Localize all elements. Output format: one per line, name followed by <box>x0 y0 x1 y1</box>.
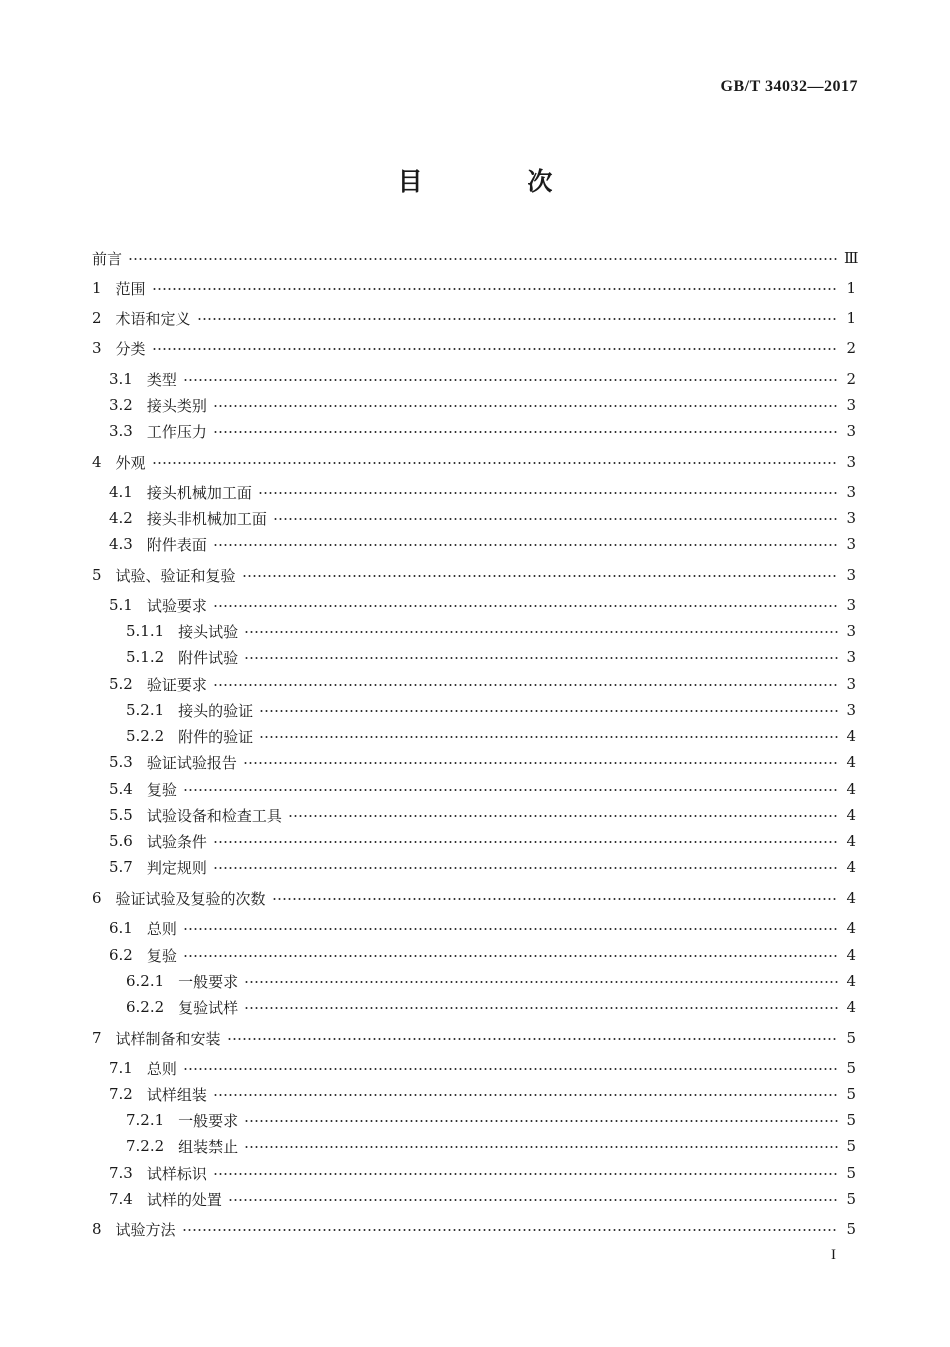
toc-entry-number: 4.3 <box>109 535 133 553</box>
toc-entry-number: 5.1.2 <box>126 648 165 666</box>
toc-entry-number: 5.2.1 <box>126 701 165 719</box>
dot-leader <box>288 815 838 817</box>
page-number: I <box>831 1247 836 1263</box>
toc-entry-label: 分类 <box>115 339 146 358</box>
dot-leader <box>183 928 838 930</box>
toc-entry[interactable] <box>92 1216 856 1242</box>
toc-entry-page: 3 <box>846 422 856 440</box>
toc-entry-label: 试验设备和检查工具 <box>146 806 282 825</box>
toc-entry-number: 5.2 <box>109 675 133 693</box>
toc-entry-page: 1 <box>846 279 856 297</box>
toc-entry[interactable] <box>92 505 856 531</box>
toc-entry[interactable] <box>92 854 856 880</box>
toc-entry-number: 6.1 <box>109 919 133 937</box>
dot-leader <box>272 898 838 900</box>
toc-entry-label: 接头试验 <box>178 622 239 641</box>
toc-entry-page: 3 <box>846 483 856 501</box>
dot-leader <box>152 288 838 290</box>
toc-entry-number: 7.1 <box>109 1059 133 1077</box>
toc-entry-label: 前言 <box>92 249 123 268</box>
toc-entry[interactable] <box>92 942 856 968</box>
toc-entry-number: 3.3 <box>109 422 133 440</box>
toc-entry-number: 1 <box>92 279 102 297</box>
dot-leader <box>228 1199 838 1201</box>
toc-entry-label: 附件试验 <box>178 648 239 667</box>
dot-leader <box>183 789 838 791</box>
dot-leader <box>213 867 838 869</box>
toc-entry-number: 5.1 <box>109 596 133 614</box>
toc-entry[interactable] <box>92 562 856 588</box>
toc-entry-label: 验证试验及复验的次数 <box>115 889 266 908</box>
toc-entry-number: 6.2 <box>109 946 133 964</box>
toc-entry-label: 复验 <box>146 946 177 965</box>
toc-entry[interactable] <box>92 644 856 670</box>
toc-entry[interactable] <box>92 1081 856 1107</box>
dot-leader <box>273 518 838 520</box>
dot-leader <box>213 1094 838 1096</box>
toc-entry-page: 4 <box>846 727 856 745</box>
toc-entry-number: 5.4 <box>109 780 133 798</box>
toc-entry-number: 7.4 <box>109 1190 133 1208</box>
toc-entry-number: 6.2.2 <box>126 998 165 1016</box>
dot-leader <box>259 710 838 712</box>
toc-entry[interactable] <box>92 392 856 418</box>
dot-leader <box>244 1007 838 1009</box>
toc-entry-number: 7 <box>92 1029 102 1047</box>
toc-entry-label: 组装禁止 <box>178 1137 239 1156</box>
toc-entry-page: 5 <box>846 1059 856 1077</box>
toc-entry-label: 接头类别 <box>146 396 207 415</box>
toc-entry-label: 接头机械加工面 <box>146 483 252 502</box>
toc-entry[interactable] <box>92 671 856 697</box>
toc-entry-label: 工作压力 <box>146 422 207 441</box>
toc-entry-label: 接头非机械加工面 <box>146 509 267 528</box>
toc-entry-number: 7.2.1 <box>126 1111 165 1129</box>
page-title: 目 次 <box>397 167 601 196</box>
toc-entry[interactable] <box>92 618 856 644</box>
toc-entry-page: 3 <box>846 453 856 471</box>
toc-entry[interactable] <box>92 776 856 802</box>
toc-entry-number: 3 <box>92 339 102 357</box>
dot-leader <box>183 1068 838 1070</box>
toc-entry-page: 4 <box>846 919 856 937</box>
toc-entry-label: 外观 <box>115 453 146 472</box>
toc-entry-label: 一般要求 <box>178 972 239 991</box>
toc-entry-label: 验证试验报告 <box>146 753 237 772</box>
toc-entry[interactable] <box>92 1133 856 1159</box>
toc-entry-label: 一般要求 <box>178 1111 239 1130</box>
toc-entry-page: 5 <box>846 1111 856 1129</box>
toc-entry-page: 4 <box>846 972 856 990</box>
dot-leader <box>213 841 838 843</box>
dot-leader <box>128 258 838 260</box>
toc-entry-page: 3 <box>846 648 856 666</box>
toc-entry[interactable] <box>92 1186 856 1212</box>
dot-leader <box>213 1173 838 1175</box>
toc-entry-page: 1 <box>846 309 856 327</box>
dot-leader <box>259 736 838 738</box>
toc-entry-number: 5.2.2 <box>126 727 165 745</box>
toc-entry-label: 复验 <box>146 780 177 799</box>
toc-entry-page: 3 <box>846 396 856 414</box>
toc-entry-number: 4.1 <box>109 483 133 501</box>
toc-entry[interactable] <box>92 697 856 723</box>
toc-entry[interactable] <box>92 305 856 331</box>
toc-entry-number: 6 <box>92 889 102 907</box>
toc-entry-label: 附件的验证 <box>178 727 254 746</box>
toc-entry-page: 5 <box>846 1137 856 1155</box>
toc-entry[interactable] <box>92 1107 856 1133</box>
toc-entry-number: 5.7 <box>109 858 133 876</box>
dot-leader <box>213 684 838 686</box>
toc-entry-number: 3.1 <box>109 370 133 388</box>
toc-entry-page: 2 <box>846 370 856 388</box>
toc-entry-label: 试样组装 <box>146 1085 207 1104</box>
toc-entry-page: 4 <box>846 753 856 771</box>
toc-entry-number: 7.3 <box>109 1164 133 1182</box>
toc-entry-number: 5.1.1 <box>126 622 165 640</box>
toc-entry[interactable] <box>92 1025 856 1051</box>
toc-entry-page: 4 <box>846 780 856 798</box>
dot-leader <box>244 1120 838 1122</box>
toc-entry-label: 试验方法 <box>115 1220 176 1239</box>
toc-entry-label: 试样的处置 <box>146 1190 222 1209</box>
toc-entry-label: 判定规则 <box>146 858 207 877</box>
dot-leader <box>244 657 838 659</box>
toc-entry-label: 试验要求 <box>146 596 207 615</box>
toc-entry-page: 5 <box>846 1190 856 1208</box>
toc-entry-label: 试样制备和安装 <box>115 1029 221 1048</box>
toc-entry-page: 4 <box>846 946 856 964</box>
toc-entry-label: 附件表面 <box>146 535 207 554</box>
toc-entry-page: 3 <box>846 535 856 553</box>
dot-leader <box>152 348 838 350</box>
dot-leader <box>152 462 838 464</box>
toc-entry-page: Ⅲ <box>844 249 859 267</box>
toc-entry-label: 验证要求 <box>146 675 207 694</box>
toc-entry-page: 5 <box>846 1220 856 1238</box>
toc-entry-label: 总则 <box>146 1059 177 1078</box>
toc-entry[interactable] <box>92 828 856 854</box>
toc-entry-number: 2 <box>92 309 102 327</box>
toc-entry[interactable] <box>92 749 856 775</box>
dot-leader <box>213 605 838 607</box>
dot-leader <box>242 575 838 577</box>
toc-entry-page: 4 <box>846 858 856 876</box>
toc-entry[interactable] <box>92 1055 856 1081</box>
toc-entry-number: 6.2.1 <box>126 972 165 990</box>
toc-entry-number: 5.5 <box>109 806 133 824</box>
toc-entry-page: 3 <box>846 566 856 584</box>
toc-entry-label: 试验条件 <box>146 832 207 851</box>
dot-leader <box>213 431 838 433</box>
document-code: GB/T 34032—2017 <box>720 78 858 95</box>
toc-entry-label: 范围 <box>115 279 146 298</box>
toc-entry-page: 3 <box>846 622 856 640</box>
toc-entry-number: 3.2 <box>109 396 133 414</box>
toc-entry-number: 8 <box>92 1220 102 1238</box>
toc-entry[interactable] <box>92 1160 856 1186</box>
toc-entry[interactable] <box>92 479 856 505</box>
toc-entry-number: 5.3 <box>109 753 133 771</box>
toc-entry-page: 4 <box>846 806 856 824</box>
toc-entry[interactable] <box>92 885 856 911</box>
toc-entry[interactable] <box>92 366 856 392</box>
dot-leader <box>183 955 838 957</box>
toc-entry-label: 类型 <box>146 370 177 389</box>
toc-entry-page: 5 <box>846 1164 856 1182</box>
dot-leader <box>197 318 838 320</box>
toc-entry[interactable] <box>92 802 856 828</box>
dot-leader <box>182 1229 838 1231</box>
toc-entry-page: 3 <box>846 509 856 527</box>
toc-entry[interactable] <box>92 968 856 994</box>
toc-entry[interactable] <box>92 915 856 941</box>
toc-entry-page: 3 <box>846 701 856 719</box>
toc-entry[interactable] <box>92 418 856 444</box>
toc-entry-label: 术语和定义 <box>115 309 191 328</box>
toc-entry-number: 4 <box>92 453 102 471</box>
dot-leader <box>213 405 838 407</box>
dot-leader <box>183 379 838 381</box>
toc-entry[interactable] <box>92 531 856 557</box>
toc-entry-page: 4 <box>846 889 856 907</box>
toc-entry-label: 总则 <box>146 919 177 938</box>
toc-entry[interactable] <box>92 723 856 749</box>
toc-entry[interactable] <box>92 245 859 271</box>
dot-leader <box>244 631 838 633</box>
dot-leader <box>244 1146 838 1148</box>
dot-leader <box>258 492 838 494</box>
toc-entry-number: 7.2 <box>109 1085 133 1103</box>
dot-leader <box>227 1038 838 1040</box>
toc-entry-page: 2 <box>846 339 856 357</box>
toc-entry[interactable] <box>92 335 856 361</box>
toc-entry-number: 5 <box>92 566 102 584</box>
toc-entry-label: 试样标识 <box>146 1164 207 1183</box>
toc-entry-label: 复验试样 <box>178 998 239 1017</box>
toc-entry[interactable] <box>92 449 856 475</box>
toc-entry-number: 4.2 <box>109 509 133 527</box>
toc-entry-page: 4 <box>846 998 856 1016</box>
toc-entry-page: 3 <box>846 675 856 693</box>
toc-entry[interactable] <box>92 275 856 301</box>
dot-leader <box>244 981 838 983</box>
toc-entry-number: 7.2.2 <box>126 1137 165 1155</box>
toc-entry-page: 3 <box>846 596 856 614</box>
toc-entry-label: 试验、验证和复验 <box>115 566 236 585</box>
toc-entry-number: 5.6 <box>109 832 133 850</box>
dot-leader <box>243 762 838 764</box>
toc-entry-page: 4 <box>846 832 856 850</box>
toc-entry[interactable] <box>92 994 856 1020</box>
toc-entry[interactable] <box>92 592 856 618</box>
toc-entry-page: 5 <box>846 1029 856 1047</box>
toc-entry-page: 5 <box>846 1085 856 1103</box>
dot-leader <box>213 544 838 546</box>
toc-entry-label: 接头的验证 <box>178 701 254 720</box>
